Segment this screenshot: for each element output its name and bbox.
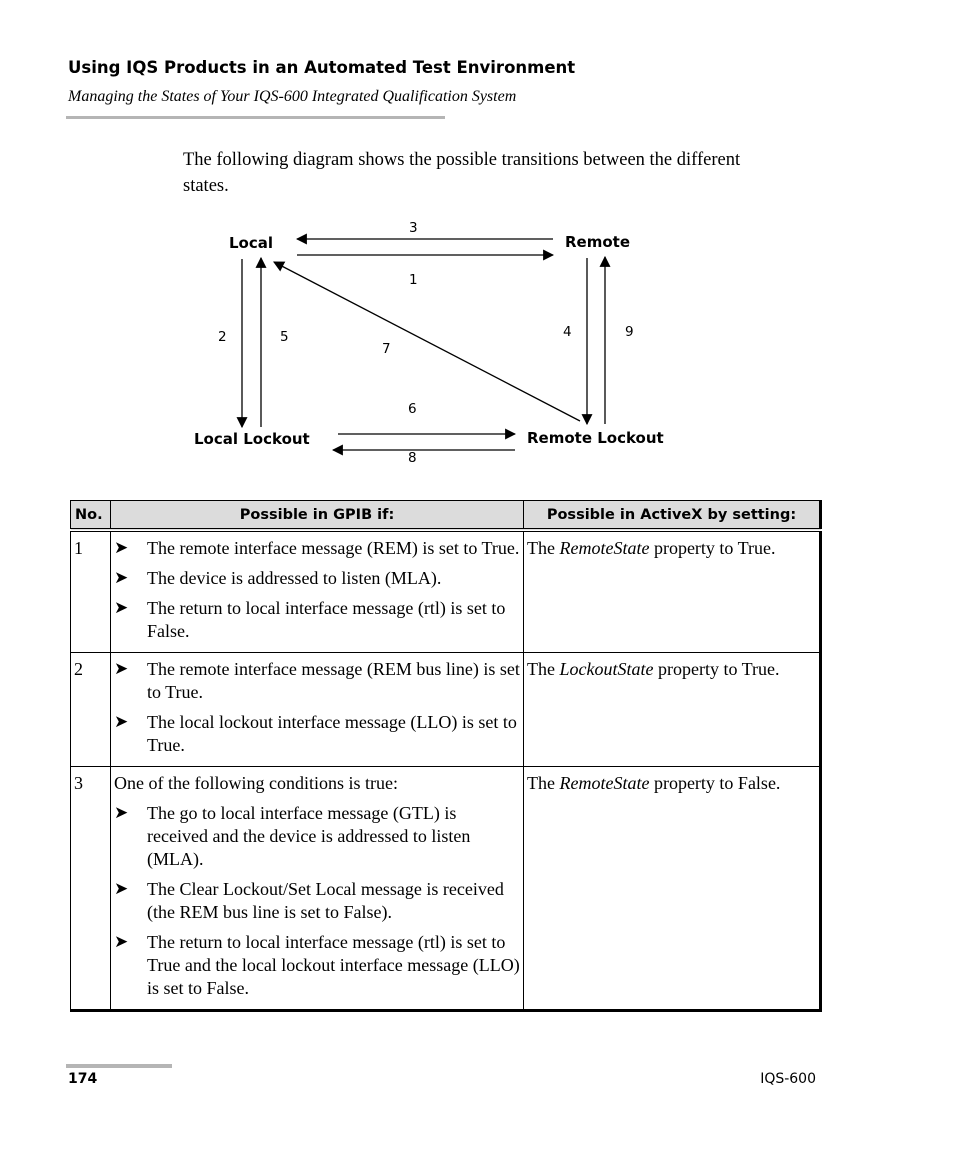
arrow-bullet-icon: ➤ (114, 538, 129, 558)
gpib-conditions-cell (111, 653, 524, 767)
gpib-conditions-cell (111, 530, 524, 653)
state-local-lockout: Local Lockout (194, 430, 310, 448)
state-remote-lockout: Remote Lockout (527, 429, 664, 447)
transition-label-9: 9 (625, 324, 634, 340)
activex-setting-cell: The RemoteState property to False. (524, 767, 821, 1011)
gpib-conditions-cell (111, 767, 524, 1011)
product-name: IQS-600 (760, 1071, 816, 1087)
bullet-item: ➤ The remote interface message (REM) is set to True. (114, 538, 520, 558)
bullet-item: ➤ The remote interface message (REM bus line) is set to True. (114, 659, 520, 702)
transition-label-6: 6 (408, 401, 417, 417)
activex-setting-cell: The RemoteState property to True. (524, 530, 821, 653)
page-header-subtitle: Managing the States of Your IQS-600 Integrated Qualification System (68, 88, 517, 105)
transition-conditions-table (70, 500, 822, 1012)
transition-label-8: 8 (408, 450, 417, 466)
table-row (71, 653, 821, 767)
bullet-item: ➤ The local lockout interface message (LLO) is set to True. (114, 712, 517, 755)
row-number: 3 (71, 767, 111, 1011)
transition-label-5: 5 (280, 329, 289, 345)
bullet-item: ➤ The go to local interface message (GTL) is received and the device is addressed to listen (MLA). (114, 803, 471, 869)
property-name: LockoutState (559, 659, 654, 679)
property-name: RemoteState (559, 538, 650, 558)
row-number: 2 (71, 653, 111, 767)
page-number: 174 (68, 1071, 98, 1087)
column-header-activex: Possible in ActiveX by setting: (524, 501, 821, 531)
transition-label-1: 1 (409, 272, 418, 288)
page-header-title: Using IQS Products in an Automated Test Environment (68, 58, 576, 77)
header-rule (66, 116, 445, 119)
arrow-bullet-icon: ➤ (114, 803, 129, 823)
arrow-bullet-icon: ➤ (114, 932, 129, 952)
arrow-bullet-icon: ➤ (114, 598, 129, 618)
transition-label-7: 7 (382, 341, 391, 357)
arrow-bullet-icon: ➤ (114, 568, 129, 588)
arrow-bullet-icon: ➤ (114, 712, 129, 732)
table-row (71, 767, 821, 1011)
column-header-gpib: Possible in GPIB if: (111, 501, 524, 531)
transition-label-4: 4 (563, 324, 572, 340)
bullet-item: ➤ The device is addressed to listen (MLA). (114, 568, 442, 588)
transition-label-2: 2 (218, 329, 227, 345)
table-header-row (71, 501, 821, 531)
activex-setting-cell: The LockoutState property to True. (524, 653, 821, 767)
state-local: Local (229, 234, 274, 252)
bullet-item: ➤ The return to local interface message (rtl) is set to True and the local lockout interface message (LLO) is set to False. (114, 932, 520, 998)
arrow-bullet-icon: ➤ (114, 879, 129, 899)
bullet-item: ➤ The Clear Lockout/Set Local message is received (the REM bus line is set to False). (114, 879, 504, 922)
transition-label-3: 3 (409, 220, 418, 236)
bullet-item: ➤ The return to local interface message (rtl) is set to False. (114, 598, 506, 641)
condition-lead-text: One of the following conditions is true: (114, 773, 398, 793)
table-row (71, 530, 821, 653)
state-remote: Remote (565, 233, 631, 251)
arrow-bullet-icon: ➤ (114, 659, 129, 679)
property-name: RemoteState (559, 773, 650, 793)
arrow-transition-7 (274, 262, 580, 421)
footer-rule (66, 1064, 172, 1068)
intro-paragraph: The following diagram shows the possible transitions between the different states. (183, 150, 741, 196)
column-header-no: No. (71, 501, 111, 531)
row-number: 1 (71, 530, 111, 653)
state-transition-diagram (0, 200, 954, 480)
